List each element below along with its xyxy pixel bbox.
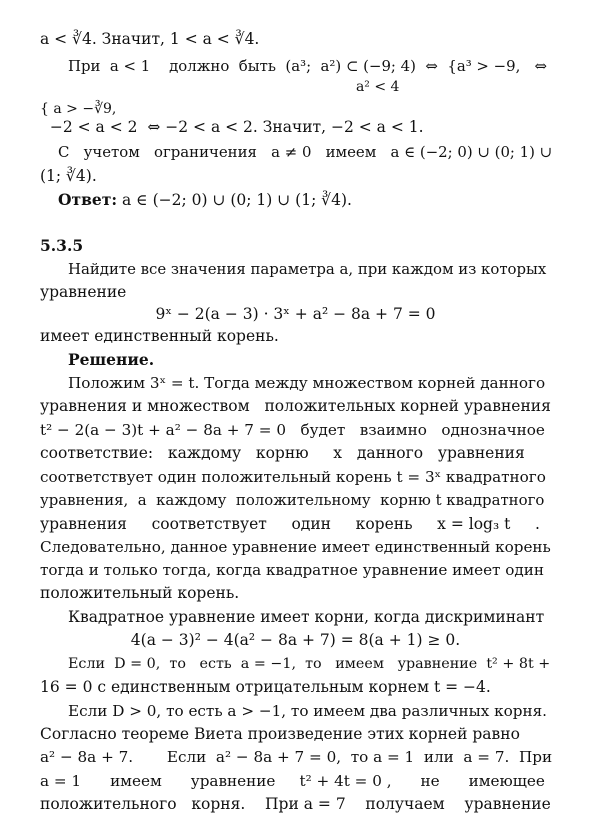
text-line: −2 < a < 2 ⇔ −2 < a < 2. Значит, −2 < a < 1.: [40, 118, 424, 136]
text-line: Согласно теореме Виета произведение этих корней равно: [40, 725, 520, 743]
text-line: Найдите все значения параметра a, при каждом из которых: [68, 260, 547, 278]
text-line: уравнения, а каждому положительному корню t квадратного: [40, 491, 545, 509]
text-line: a < ∛4. Значит, 1 < a < ∛4.: [40, 30, 260, 48]
solution-heading: Решение.: [68, 350, 155, 369]
text-line: t² − 2(a − 3)t + a² − 8a + 7 = 0 будет взаимно однозначное: [40, 421, 545, 439]
answer-text: a ∈ (−2; 0) ∪ (0; 1) ∪ (1; ∛4).: [117, 191, 352, 209]
section-heading: 5.3.5: [40, 236, 84, 255]
text-line: Квадратное уравнение имеет корни, когда дискриминант: [68, 608, 545, 626]
equation: 9ˣ − 2(a − 3) · 3ˣ + a² − 8a + 7 = 0: [155, 305, 436, 323]
text-line: имеет единственный корень.: [40, 327, 279, 345]
text-line: положительного корня. При a = 7 получаем уравнение: [40, 795, 551, 813]
text-line: При a < 1 должно быть (a³; a²) ⊂ (−9; 4) ⇔ {a³ > −9, ⇔: [68, 57, 547, 75]
text-line: { a > −∛9,: [40, 101, 117, 117]
equation: 4(a − 3)² − 4(a² − 8a + 7) = 8(a + 1) ≥ 0.: [130, 631, 461, 649]
answer-line: [40, 188, 551, 213]
text-line: a² − 8a + 7. Если a² − 8a + 7 = 0, то a = 1 или a = 7. При: [40, 748, 553, 766]
text-line: соответствие: каждому корню x данного уравнения: [40, 444, 525, 462]
text-line: уравнения и множеством положительных корней уравнения: [40, 397, 551, 415]
answer-label: Ответ:: [58, 190, 118, 209]
text-line: a² < 4: [40, 79, 400, 95]
text-line: Следовательно, данное уравнение имеет единственный корень: [40, 538, 551, 556]
text-line: Положим 3ˣ = t. Тогда между множеством корней данного: [68, 374, 546, 392]
text-line: положительный корень.: [40, 584, 240, 602]
text-line: 16 = 0 с единственным отрицательным корнем t = −4.: [40, 678, 491, 696]
text-line: Если D > 0, то есть a > −1, то имеем два различных корня.: [68, 702, 547, 720]
text-line: уравнения соответствует один корень x = log₃ t .: [40, 515, 540, 533]
text-line: (1; ∛4).: [40, 167, 97, 185]
text-line: тогда и только тогда, когда квадратное уравнение имеет один: [40, 561, 545, 579]
text-line: a = 1 имеем уравнение t² + 4t = 0 , не имеющее: [40, 772, 545, 790]
text-line: соответствует один положительный корень t = 3ˣ квадратного: [40, 468, 546, 486]
text-line: Если D = 0, то есть a = −1, то имеем уравнение t² + 8t +: [68, 656, 551, 672]
text-line: уравнение: [40, 283, 127, 301]
text-line: С учетом ограничения a ≠ 0 имеем a ∈ (−2; 0) ∪ (0; 1) ∪: [58, 143, 553, 161]
